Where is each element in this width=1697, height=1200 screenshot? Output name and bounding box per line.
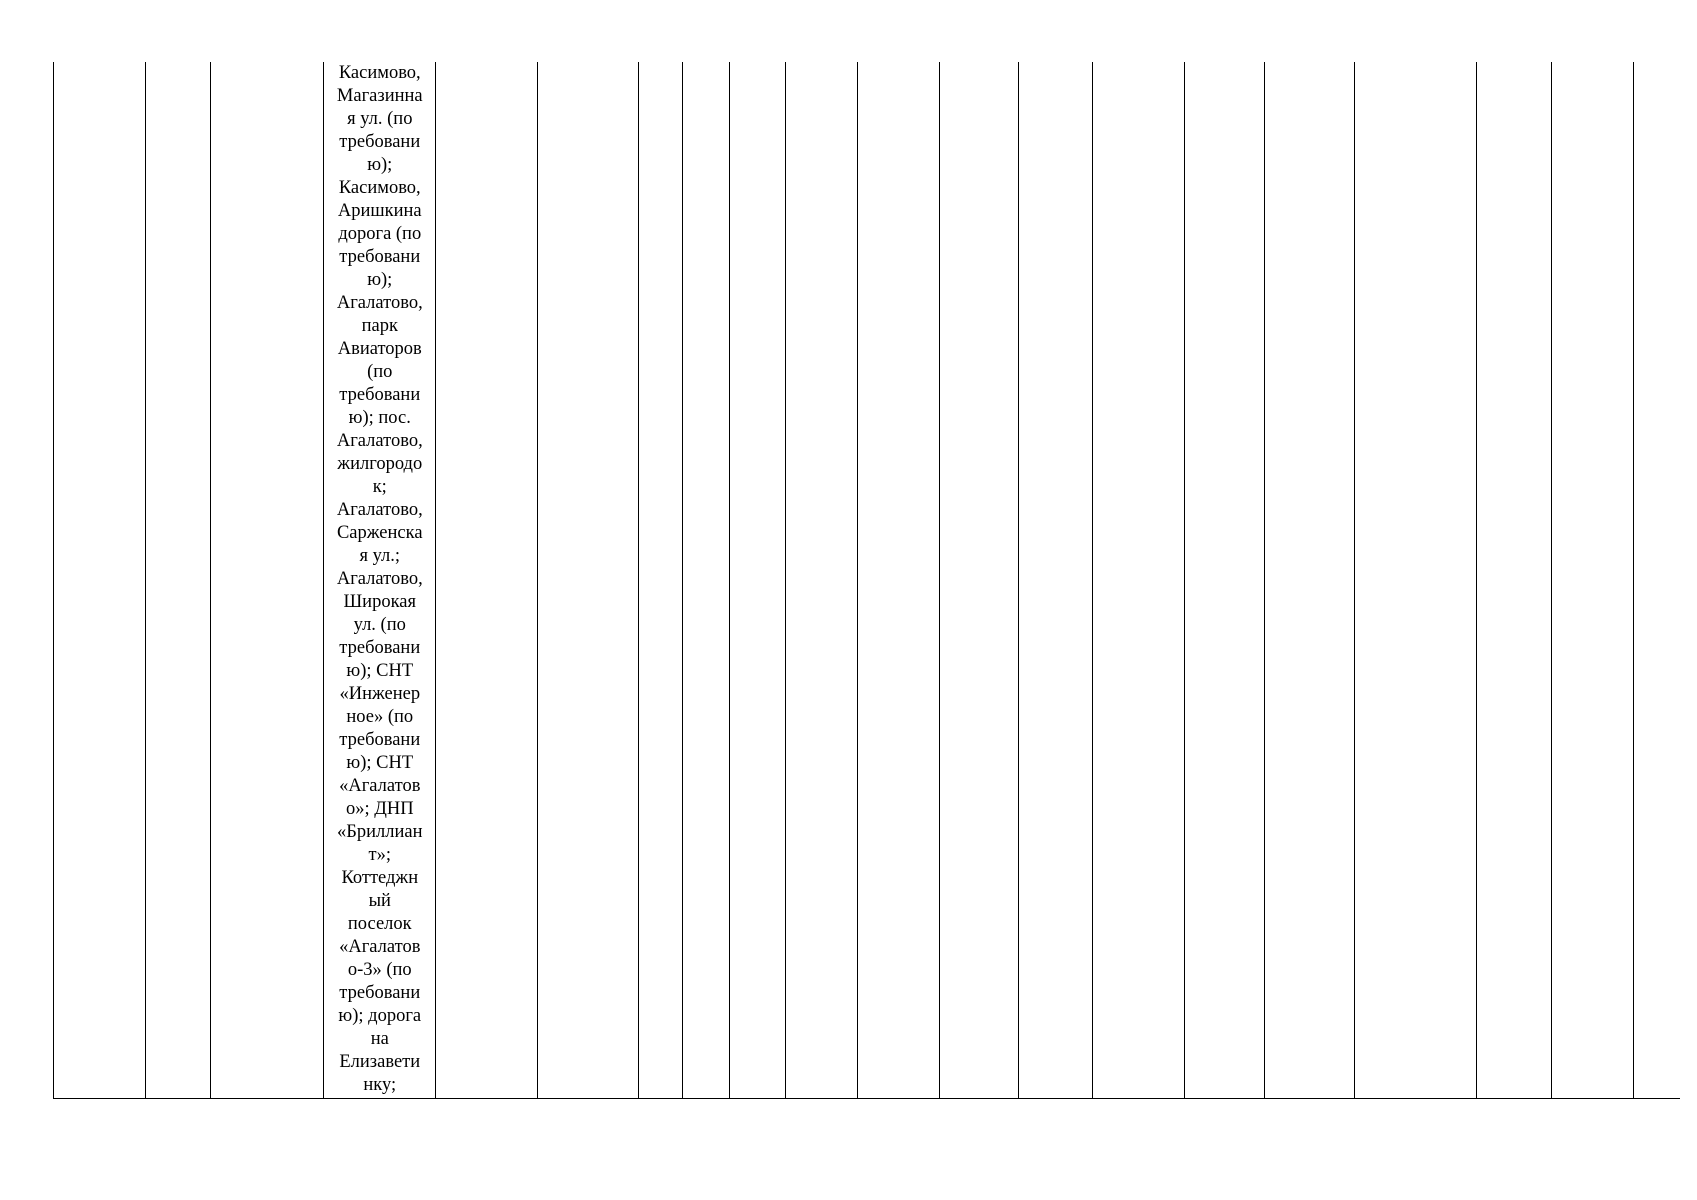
table-cell [1477,62,1552,1099]
stops-line: ное» (по [346,707,414,727]
stops-line: ю); пос. [348,408,411,428]
stops-line: парк [361,316,398,336]
table-cell [436,62,538,1099]
stops-line: ю); дорога [338,1006,422,1026]
table-cell [1018,62,1092,1099]
table-cell [211,62,324,1099]
table-cell [538,62,639,1099]
stops-line: жилгородо [337,454,423,474]
table-cell [682,62,729,1099]
stops-line: «Инженер [339,684,421,704]
stops-line: ю); [367,270,393,290]
table-cell [54,62,146,1099]
table-row [54,62,1681,1099]
table-cell [1552,62,1634,1099]
stops-line: т»; [368,845,391,865]
stops-line: Агалатово, [336,293,423,313]
stops-line: Магазинна [336,86,423,106]
table-cell [1092,62,1184,1099]
stops-line: Агалатово, [336,569,423,589]
stops-line: Коттеджн [341,868,419,888]
stops-line: «Агалатов [339,776,421,796]
stops-line: требовани [339,983,421,1003]
stops-line: я ул. (по [347,109,413,129]
stops-line: поселок [347,914,412,934]
stops-line: ю); [367,155,393,175]
table-cell [1184,62,1264,1099]
stops-line: ул. (по [353,615,406,635]
table-cell [785,62,857,1099]
table-cell [1264,62,1354,1099]
stops-line: Елизавети [339,1052,421,1072]
stops-line: Сарженска [336,523,423,543]
stops-line: «Агалатов [339,937,421,957]
stops-line: требовани [339,132,421,152]
stops-line: «Бриллиан [337,822,423,842]
table-cell [729,62,785,1099]
stops-line: Касимово, [338,63,421,83]
stops-line: о-3» (по [347,960,412,980]
table-cell [639,62,682,1099]
table-cell [1355,62,1477,1099]
stops-list [324,62,435,1097]
stops-line: требовани [339,385,421,405]
table-cell [1634,62,1680,1099]
stops-line: нку; [363,1075,397,1095]
table-cell [857,62,939,1099]
stops-line: требовани [339,247,421,267]
stops-line: требовани [339,730,421,750]
route-table [53,62,1680,1099]
stops-line: дорога (по [338,224,422,244]
stops-line: к; [372,477,387,497]
stops-line: ый [368,891,391,911]
stops-line: требовани [339,638,421,658]
stops-line: Аришкина [337,201,422,221]
stops-line: ю); СНТ [346,753,414,773]
stops-line: Агалатово, [336,500,423,520]
table-cell [146,62,211,1099]
stops-line: я ул.; [359,546,401,566]
stops-line: Широкая [343,592,417,612]
stops-line: ю); СНТ [346,661,414,681]
stops-cell [324,62,436,1099]
table-cell [939,62,1018,1099]
stops-line: Агалатово, [336,431,423,451]
stops-line: Авиаторов [337,339,422,359]
stops-line: о»; ДНП [345,799,414,819]
stops-line: (по [367,362,393,382]
stops-line: на [370,1029,389,1049]
stops-line: Касимово, [338,178,421,198]
